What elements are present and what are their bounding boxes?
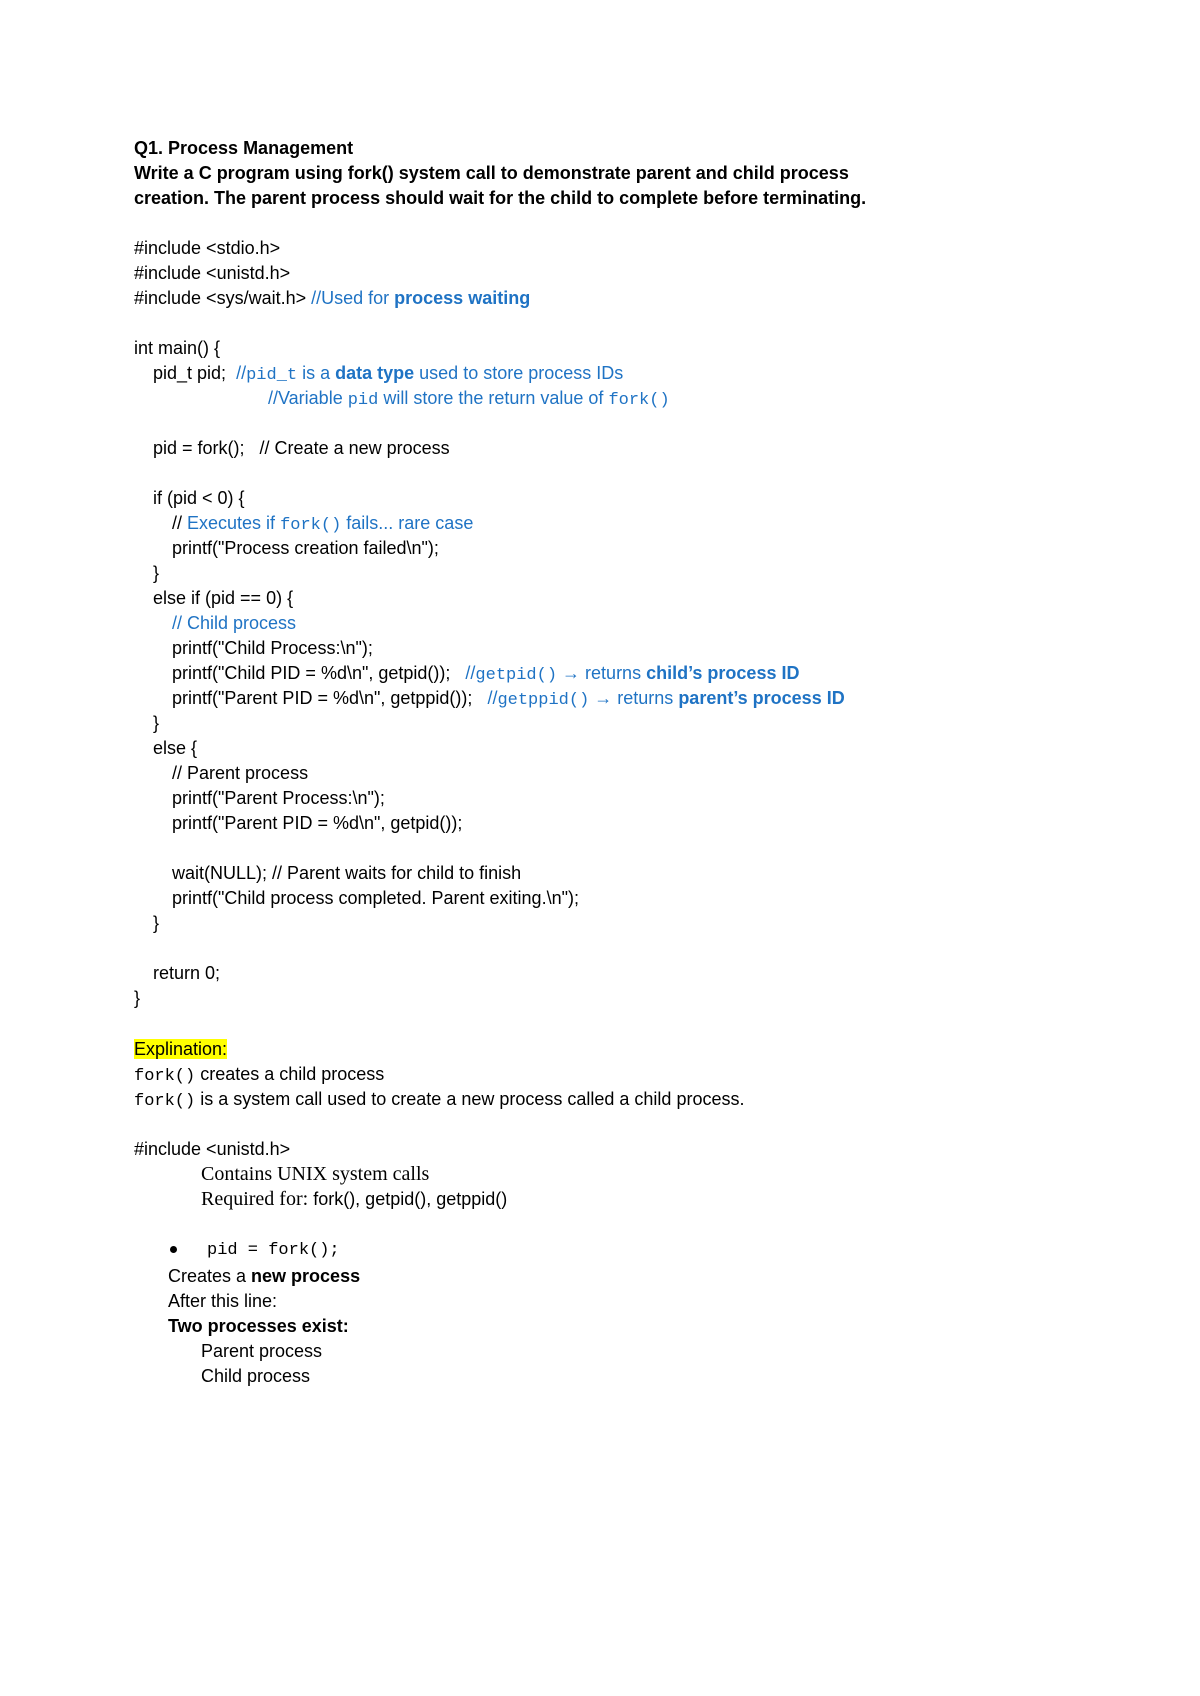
code-comment <box>465 663 799 683</box>
comment-code: fork() <box>608 391 670 410</box>
explanation-bold: new process <box>251 1266 361 1286</box>
comment-text: // <box>465 663 476 683</box>
comment-text: Child process <box>187 613 297 633</box>
code-comment <box>236 363 623 383</box>
code-if-line: if (pid < 0) { <box>153 488 245 508</box>
code-if-comment <box>172 510 473 536</box>
bullet-line-1 <box>168 1263 360 1289</box>
comment-code: pid_t <box>246 366 298 385</box>
comment-bold: parent’s process ID <box>678 688 845 708</box>
explanation-text: Creates a <box>168 1266 252 1286</box>
comment-text: // <box>172 513 188 533</box>
explanation-line-2 <box>134 1086 744 1112</box>
code-pid-declaration <box>153 360 623 386</box>
explanation-text: Required for: <box>201 1188 314 1210</box>
code-text: printf("Parent PID = %d\n", getppid()); <box>172 688 473 708</box>
bullet-line-2: After this line: <box>168 1291 278 1311</box>
comment-text: will store the return value of <box>378 388 609 408</box>
question-text-line-2: creation. The parent process should wait for the child to complete before terminating. <box>134 188 867 208</box>
code-else-line: else { <box>153 738 198 758</box>
explanation-include: #include <unistd.h> <box>134 1139 291 1159</box>
code-main-signature: int main() { <box>134 338 221 358</box>
bullet-icon <box>170 1246 177 1253</box>
comment-code: getppid() <box>497 691 590 710</box>
comment-code: getpid() <box>475 666 558 685</box>
comment-text: is a <box>297 363 336 383</box>
code-close-brace: } <box>153 913 160 933</box>
code-text: printf("Child PID = %d\n", getpid()); <box>172 663 451 683</box>
bullet-line-3: Two processes exist: <box>168 1316 349 1336</box>
bullet-code-line: pid = fork(); <box>207 1241 340 1260</box>
comment-text: //Used for <box>311 288 395 308</box>
code-child-comment <box>172 610 296 636</box>
code-child-printf-1: printf("Child Process:\n"); <box>172 638 373 658</box>
code-if-printf: printf("Process creation failed\n"); <box>172 538 439 558</box>
code-text: pid = fork(); <box>153 438 245 458</box>
inline-code: fork() <box>134 1092 196 1111</box>
comment-text: //Variable <box>268 388 348 408</box>
comment-text: // <box>487 688 498 708</box>
code-comment <box>487 688 844 708</box>
code-comment: // Create a new process <box>259 438 450 458</box>
code-parent-comment: // Parent process <box>172 763 309 783</box>
explanation-include-desc-2 <box>201 1186 507 1212</box>
code-comment <box>311 288 530 308</box>
comment-text: → returns <box>589 688 679 708</box>
comment-bold: process waiting <box>394 288 531 308</box>
code-include-wait <box>134 285 530 311</box>
code-text: wait(NULL); <box>172 863 268 883</box>
code-parent-printf-3: printf("Child process completed. Parent exiting.\n"); <box>172 888 579 908</box>
comment-text: // <box>236 363 247 383</box>
explanation-highlight: Explination: <box>134 1039 228 1059</box>
code-return: return 0; <box>153 963 221 983</box>
code-wait-call <box>172 860 521 886</box>
bullet-line-4: Parent process <box>201 1341 323 1361</box>
explanation-include-desc-1: Contains UNIX system calls <box>201 1163 430 1185</box>
comment-text: used to store process IDs <box>414 363 624 383</box>
explanation-line-1 <box>134 1061 384 1087</box>
code-pid-comment-2 <box>268 385 670 411</box>
code-child-printf-3 <box>172 685 845 711</box>
code-fork-call <box>153 435 450 461</box>
code-include-unistd: #include <unistd.h> <box>134 263 291 283</box>
explanation-text: creates a child process <box>195 1064 385 1084</box>
comment-text: fails... rare case <box>341 513 474 533</box>
question-text-line-1: Write a C program using fork() system call to demonstrate parent and child process <box>134 163 849 183</box>
comment-code: pid <box>347 391 379 410</box>
bullet-line-5: Child process <box>201 1366 311 1386</box>
code-parent-printf-2: printf("Parent PID = %d\n", getpid()); <box>172 813 463 833</box>
code-close-brace: } <box>134 988 141 1008</box>
comment-text: Executes if <box>187 513 281 533</box>
comment-code: fork() <box>280 516 342 535</box>
code-comment: // Parent waits for child to finish <box>272 863 522 883</box>
explanation-text: is a system call used to create a new process called a child process. <box>195 1089 745 1109</box>
code-child-printf-2 <box>172 660 799 686</box>
code-else-if-line: else if (pid == 0) { <box>153 588 294 608</box>
question-title: Q1. Process Management <box>134 138 354 158</box>
comment-bold: data type <box>335 363 415 383</box>
comment-text: // <box>172 613 188 633</box>
comment-bold: child’s process ID <box>646 663 800 683</box>
inline-code: fork() <box>134 1067 196 1086</box>
explanation-text: fork(), getpid(), getppid() <box>313 1189 508 1209</box>
code-text: pid_t pid; <box>153 363 227 383</box>
code-close-brace: } <box>153 563 160 583</box>
explanation-label <box>134 1036 227 1062</box>
code-include-stdio: #include <stdio.h> <box>134 238 281 258</box>
comment-text: → returns <box>557 663 647 683</box>
code-close-brace: } <box>153 713 160 733</box>
code-parent-printf-1: printf("Parent Process:\n"); <box>172 788 385 808</box>
code-text: #include <sys/wait.h> <box>134 288 307 308</box>
